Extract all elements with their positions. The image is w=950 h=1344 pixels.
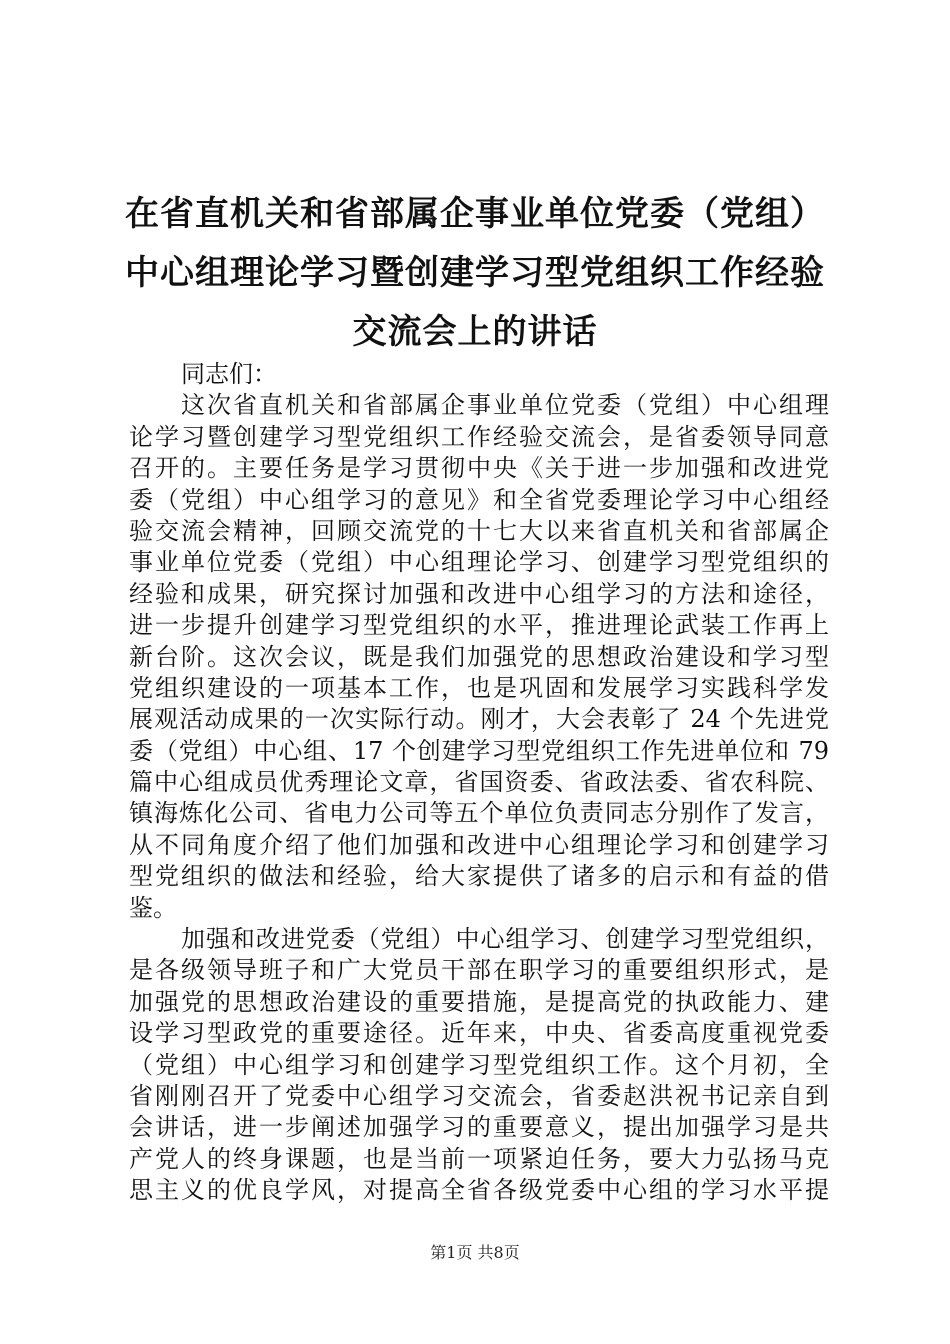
text-line: 鉴。	[129, 893, 177, 922]
text-line: 从不同角度介绍了他们加强和改进中心组理论学习和创建学习	[129, 830, 829, 859]
text-line: 委（党组）中心组学习的意见》和全省党委理论学习中心组经	[129, 485, 829, 514]
text-line: 省刚刚召开了党委中心组学习交流会，省委赵洪祝书记亲自到	[129, 1081, 829, 1110]
document-title	[110, 185, 840, 362]
title-line: 在省直机关和省部属企事业单位党委（党组）	[125, 194, 825, 234]
paragraph-1	[129, 390, 829, 924]
text-line: 召开的。主要任务是学习贯彻中央《关于进一步加强和改进党	[129, 454, 829, 483]
text-line: 型党组织的做法和经验，给大家提供了诸多的启示和有益的借	[129, 862, 829, 891]
text-line: 进一步提升创建学习型党组织的水平，推进理论武装工作再上	[129, 611, 829, 640]
text-line: 经验和成果，研究探讨加强和改进中心组学习的方法和途径，	[129, 579, 829, 608]
text-line: 展观活动成果的一次实际行动。刚才，大会表彰了 24 个先进党	[129, 705, 829, 734]
text-line: 会讲话，进一步阐述加强学习的重要意义，提出加强学习是共	[129, 1113, 829, 1142]
text-line: 委（党组）中心组、17 个创建学习型党组织工作先进单位和 79	[129, 736, 829, 765]
text-line: 思主义的优良学风，对提高全省各级党委中心组的学习水平提	[129, 1176, 829, 1205]
text-line: 党组织建设的一项基本工作，也是巩固和发展学习实践科学发	[129, 673, 829, 702]
text-line: 这次省直机关和省部属企事业单位党委（党组）中心组理	[181, 391, 829, 420]
text-line: 产党人的终身课题，也是当前一项紧迫任务，要大力弘扬马克	[129, 1144, 829, 1173]
salutation: 同志们：	[181, 360, 277, 388]
text-line: 镇海炼化公司、省电力公司等五个单位负责同志分别作了发言，	[129, 799, 829, 828]
text-line: 篇中心组成员优秀理论文章，省国资委、省政法委、省农科院、	[129, 768, 829, 797]
paragraph-2	[129, 924, 829, 1207]
text-line: 新台阶。这次会议，既是我们加强党的思想政治建设和学习型	[129, 642, 829, 671]
document-body	[129, 359, 829, 1207]
text-line: 设学习型政党的重要途径。近年来，中央、省委高度重视党委	[129, 1019, 829, 1048]
text-line: 论学习暨创建学习型党组织工作经验交流会，是省委领导同意	[129, 422, 829, 451]
text-line: 是各级领导班子和广大党员干部在职学习的重要组织形式，是	[129, 956, 829, 985]
title-line: 中心组理论学习暨创建学习型党组织工作经验	[125, 253, 825, 293]
text-line: 事业单位党委（党组）中心组理论学习、创建学习型党组织的	[129, 548, 829, 577]
title-line: 交流会上的讲话	[352, 312, 598, 352]
text-line: （党组）中心组学习和创建学习型党组织工作。这个月初，全	[129, 1050, 829, 1079]
page-footer: 第1页 共8页	[430, 1243, 520, 1262]
text-line: 加强和改进党委（党组）中心组学习、创建学习型党组织，	[181, 925, 829, 954]
text-line: 加强党的思想政治建设的重要措施，是提高党的执政能力、建	[129, 987, 829, 1016]
text-line: 验交流会精神，回顾交流党的十七大以来省直机关和省部属企	[129, 516, 829, 545]
